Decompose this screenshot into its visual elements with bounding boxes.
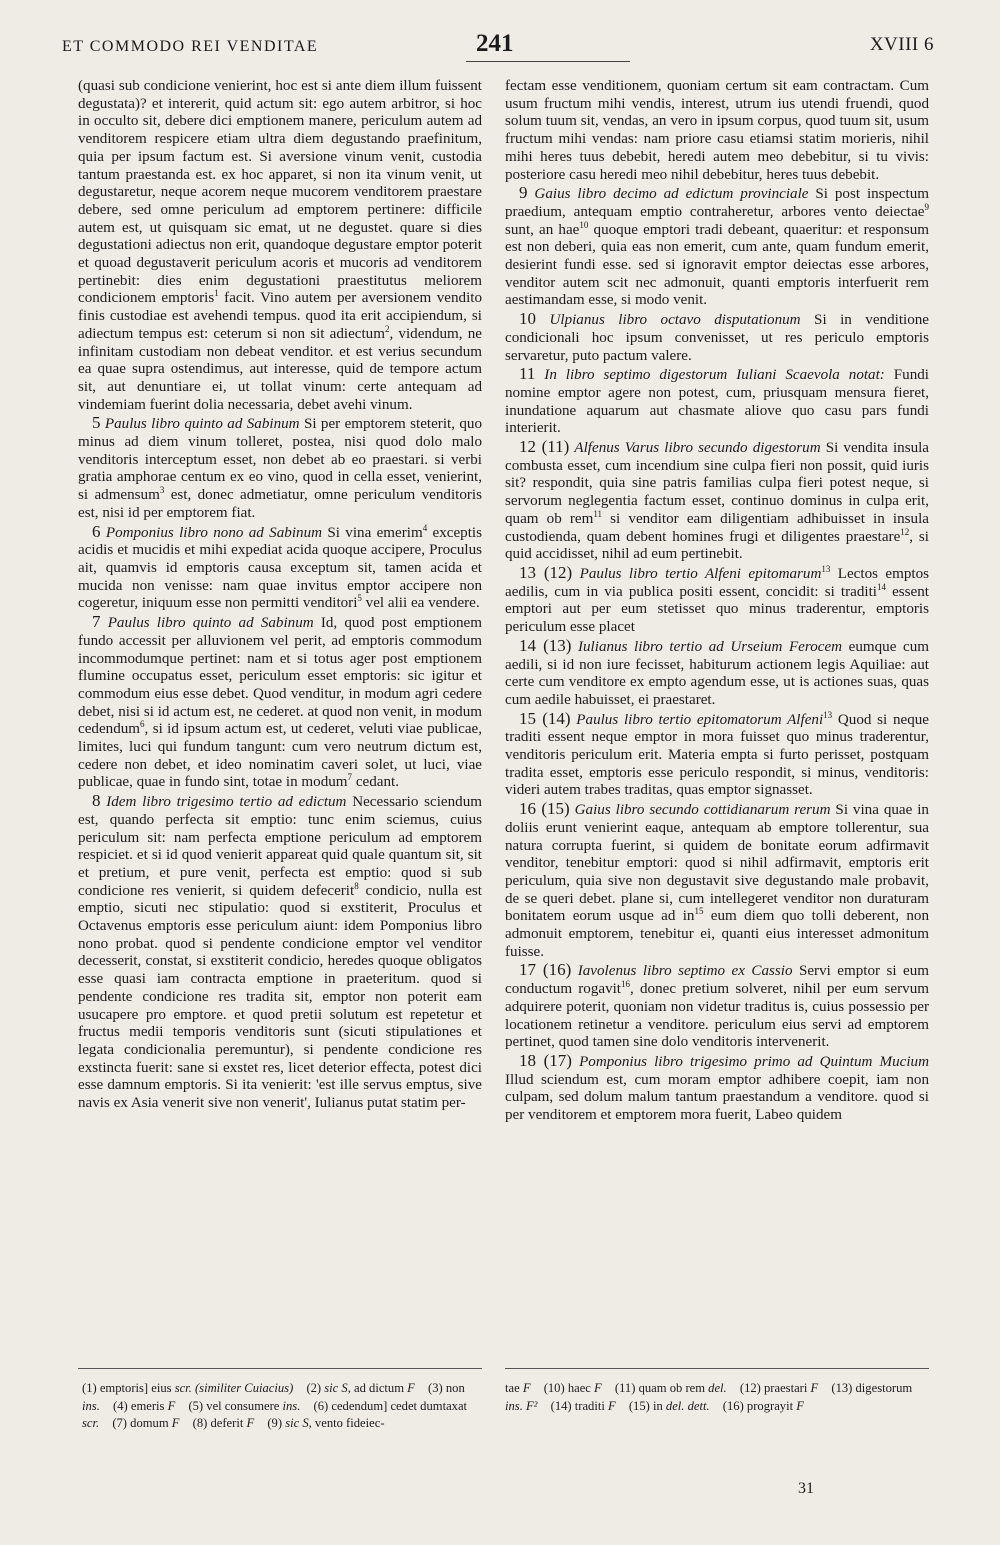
footnote-ref: 2 — [384, 323, 390, 334]
section-11: 11 In libro septimo digestorum Iuliani Scaevola notat: Fundi nomine emptor agere non potest, cum, priusquam mensura fieret, inundatione aquarum aut chasmate aliove quo casu pars fundi interierit. — [505, 364, 929, 437]
footnote-15: (15) in del. dett. — [628, 1398, 710, 1413]
footnote-ref: 10 — [579, 219, 589, 230]
paragraph-continuation: fectam esse venditionem, quoniam certum sit eam contractam. Cum usum fructum mihi vendis, interest, utrum ius utendi fruendi, quod solum tuum sit, vendas, an vero in ipsum corpus, quod tuum sit, usum fructum mihi vendas: nam priore casu etiamsi statim morieris, nihil mihi heres tuus debebit, heredi autem meo debebitur, si tu vivis: posteriore casu heredi meo nihil debebitur, heres tuus debebit. — [505, 78, 929, 183]
footnote-10: (10) haec F — [543, 1381, 602, 1395]
paragraph-continuation: (quasi sub condicione venierint, hoc est si ante diem illum fuissent degustata)? et intererit, quid actum sit: ego autem arbitror, si hoc in occulto sit, debere dici emptionem manere, periculum autem ad venditorem respicere etiam ultra diem degustando praefinitum, quia per ipsum factum est. Si aversione vinum venit, custodia tantum praestanda est. ex hoc apparet, si non ita vinum venit, ut degustaretur, neque acorem neque mucorem venditorem praestare debere, sed omne periculum ad emptorem pertinere: difficile autem est, ut quisquam sic emat, ut ne degustet. quare si dies degustationi adiectus non erit, quandoque degustare emptor poterit et quoad degustaverit periculum acoris et mucoris ad venditorem pertinebit: dies enim degustationi praestitutus meliorem condicionem emptoris$^1$ facit. Vino autem per aversionem vendito finis custodiae est avehendi tempus. quod ita erit accipiendum, si adiectum tempus est: ceterum si non sit adiectum$^2$, videndum, ne infinitam custodiam non debeat venditor. et est verius secundum ea quae supra ostendimus, aut interesse, quid de tempore actum sit, aut denuntiare ei, ut tollat vinum: certe antequam ad vindemiam fuerint dolia necessaria, debet avehi vinum. — [78, 78, 482, 413]
running-title: ET COMMODO REI VENDITAE — [62, 38, 319, 55]
footnote-ref: 12 — [900, 526, 910, 537]
section-7: 7 Paulus libro quinto ad Sabinum Id, quod post emptionem fundo accessit per alluvionem vel perit, ad emptoris commodum incommodumque pertinet: nam et si totus ager post emptionem flumine occupatus esset, periculum esset emptoris: sic igitur et commodum eius esse debet. Quod venditur, in modum agri cedere debet, nisi si id actum est, ne cederet. at quod non venit, in modum cedendum$^6$, si id ipsum actum est, ut cederet, veluti viae publicae, limites, luci qui fundum tangunt: cum vero neutrum dictum est, cedere non debet, et ideo nominatim caveri solet, ut luci, viae publicae, quae in fundo sint, totae in modum$^7$ cedant. — [78, 612, 482, 791]
right-text-column — [505, 78, 929, 1354]
footnote-12: (12) praestari F — [739, 1381, 819, 1395]
section-5: 5 Paulus libro quinto ad Sabinum Si per emptorem steterit, quo minus ad diem vinum tolleret, postea, nisi quod dolo malo venditoris interceptum esset, non debet ab eo praestari. si verbi gratia amphorae centum ex eo vino, quod in cella esset, venierint, si admensum$^3$ est, donec admetiatur, omne periculum venditoris est, nisi id per emptorem fiat. — [78, 413, 482, 521]
section-number: 11 — [519, 364, 536, 384]
footnote-16: (16) prograyit F — [722, 1398, 804, 1413]
section-15: 15 (14) Paulus libro tertio epitomatorum Alfeni$^{13}$ Quod si neque traditi essent neque emptor in mora fuisset quo minus traderentur, venditoris periculum erit. Materia empta si furto perisset, postquam tradita esset, emptoris esse periculo respondit, si minus, venditoris: videri autem trabes traditas, quas emptor signasset. — [505, 708, 929, 799]
footnotes-right — [505, 1380, 931, 1415]
footnote-3: (3) non ins. — [82, 1381, 465, 1413]
section-8: 8 Idem libro trigesimo tertio ad edictum Necessario sciendum est, quando perfecta sit emptio: tunc enim sciemus, cuius periculum sit: nam perfecta emptione periculum ad emptorem respiciet. et si id quod venierit appareat quid quale quantum sit, sit et pretium, et pure venit, perfecta est emptio: quod si sub condicione res venierit, si quidem defecerit$^8$ condicio, nulla est emptio, sicuti nec stipulatio: quod si exstiterit, Proculus et Octavenus emptoris esse periculum aiunt: idem Pomponius libro nono probat. quod si pendente condicione emptor vel venditor decesserit, constat, si exstiterit condicio, heredes quoque obligatos esse quasi iam contracta emptione in praeteritum. quod si pendente condicione res tradita sit, emptor non poterit eam usucapere pro emptore. et quod pretii solutum est repetetur et fructus medii temporis venditoris sunt (sicuti stipulationes et legata condicionalia peremuntur), si pendente condicione res exstincta fuerit: sane si exstet res, licet deterior effecta, potest dici esse damnum emptoris. Si ita venierit: 'est ille servus emptus, sive navis ex Asia venerit sive non venerit', Iulianus putat statim per- — [78, 791, 482, 1112]
page-header — [62, 30, 934, 66]
source-citation: Iavolenus libro septimo ex Cassio — [577, 963, 793, 980]
source-citation: Pomponius libro nono ad Sabinum — [105, 524, 323, 541]
section-number: 5 — [92, 413, 101, 433]
section-number: 7 — [92, 612, 101, 632]
source-citation: Alfenus Varus libro secundo digestorum — [574, 440, 821, 457]
section-6: 6 Pomponius libro nono ad Sabinum Si vina emerim$^4$ exceptis acidis et mucidis et mihi expediat acida quoque accipere, Proculus ait, quamvis id emptoris causa exceptum sit, tamen acida et mucida non venisse: nam quae invitus emptor accipere non cogeretur, iniquum esse non permitti venditori$^5$ vel alii ea vendere. — [78, 521, 482, 612]
footnote-ref: 14 — [876, 581, 886, 592]
header-rule — [466, 61, 630, 62]
footnote-ref: 8 — [354, 880, 359, 891]
section-14: 14 (13) Iulianus libro tertio ad Urseium Ferocem eumque cum aedili, si id non iure fecisset, habiturum actionem legis Aquiliae: aut certe cum venditore ex empto agendum esse, ut is actiones suas, quas cum aedile habuisset, ei praestaret. — [505, 635, 929, 708]
section-number: 16 (15) — [519, 799, 570, 819]
section-number: 6 — [92, 521, 101, 541]
footnote-ref: 16 — [621, 979, 631, 990]
section-number: 12 (11) — [519, 437, 570, 457]
footnote-7: (7) domum F — [112, 1416, 180, 1430]
section-17: 17 (16) Iavolenus libro septimo ex Cassio Servi emptor si eum conductum rogavit$^{16}$, donec pretium solveret, nihil per eum servum adquirere poterit, quoniam non videtur traditus is, cuius possessio per locationem retinetur a venditore. periculum eius servi ad emptorem pertinet, quod tamen sine dolo venditoris intervenerit. — [505, 960, 929, 1051]
footnote-ref: 6 — [140, 719, 145, 730]
footnote-ref: 3 — [159, 485, 165, 496]
footnote-4: (4) emeris F — [113, 1398, 176, 1413]
source-citation: Paulus libro quinto ad Sabinum — [104, 416, 300, 433]
section-number: 17 (16) — [519, 960, 572, 980]
footnote-ref: 1 — [214, 288, 219, 299]
source-citation: Ulpianus libro octavo disputationum — [549, 312, 801, 329]
section-10: 10 Ulpianus libro octavo disputationum Si in venditione condicionali hoc ipsum convenisset, ut res periculo emptoris servaretur, puto pactum valere. — [505, 309, 929, 364]
footnote-8: (8) deferit F — [192, 1416, 255, 1430]
section-16: 16 (15) Gaius libro secundo cottidianarum rerum Si vina quae in doliis erunt venierint eaque, antequam ab emptore tollerentur, sua natura corrupta fuerint, si quidem de bonitate eorum adfirmavit venditor, tenebitur emptori: quod si nihil adfirmavit, emptoris erit periculum, quia sive non degustavit sive degustando male probavit, de se queri debet. plane si, cum intellegeret venditor non duraturam bonitatem eorum usque ad in$^{15}$ eum diem quo tolli deberent, non admonuit emptorem, tenebitur ei, quanti eius interesset admonitum fuisse. — [505, 799, 929, 960]
section-number: 10 — [519, 309, 536, 329]
footnote-ref: 15 — [694, 906, 704, 917]
section-number: 8 — [92, 791, 101, 811]
footnote-6: (6) cedendum] cedet dumtaxat scr. — [82, 1398, 468, 1430]
source-citation: Pomponius libro trigesimo primo ad Quintum Mucium — [579, 1053, 929, 1070]
footnote-ref: 11 — [593, 508, 603, 519]
footnote-2: (2) sic S, ad dictum F — [306, 1381, 415, 1395]
footnote-9: (9) sic S, vento fideiec- — [267, 1416, 385, 1430]
footnote-1: (1) emptoris] eius scr. (similiter Cuiacius) — [82, 1381, 294, 1395]
left-text-column — [78, 78, 482, 1354]
section-13: 13 (12) Paulus libro tertio Alfeni epitomarum$^{13}$ Lectos emptos aedilis, cum in via publica positi essent, concidit: si traditi$^{14}$ essent emptori aut per eum stetisset quo minus traderentur, emptoris periculum esse placet — [505, 562, 929, 636]
section-12: 12 (11) Alfenus Varus libro secundo digestorum Si vendita insula combusta esset, cum incendium sine culpa fieri non possit, quid iuris sit? respondit, quia sine patris familias culpa fieri potest neque, si servorum neglegentia factum esset, continuo dominus in culpa erit, quam ob rem$^{11}$ si venditor eam diligentiam adhibuisset in insula custodienda, quam debent homines frugi et diligentes praestare$^{12}$, si quid accidisset, nihil ad eum pertinebit. — [505, 437, 929, 563]
footnote-5: (5) vel consumere ins. — [188, 1398, 301, 1413]
footnote-rule-left — [78, 1368, 482, 1369]
source-citation: In libro septimo digestorum Iuliani Scaevola notat: — [544, 367, 885, 384]
footnote-ref: 4 — [422, 522, 428, 533]
footnote-9-continued: tae F — [505, 1381, 531, 1395]
footnote-13: (13) digestorum ins. F² — [505, 1381, 913, 1413]
source-citation: Idem libro trigesimo tertio ad edictum — [106, 794, 347, 811]
section-number: 15 (14) — [519, 708, 571, 728]
source-citation: Gaius libro decimo ad edictum provinciale — [534, 186, 809, 203]
footnote-rule-right — [505, 1368, 929, 1369]
signature-mark: 31 — [798, 1480, 814, 1497]
section-number: 14 (13) — [519, 635, 572, 655]
footnote-ref: 13 — [821, 563, 831, 574]
footnote-14: (14) traditi F — [550, 1398, 616, 1413]
book-title-reference: XVIII 6 — [869, 34, 934, 55]
section-number: 9 — [519, 183, 528, 203]
source-citation: Iulianus libro tertio ad Urseium Ferocem — [577, 638, 843, 655]
section-9: 9 Gaius libro decimo ad edictum provinciale Si post inspectum praedium, antequam emptio contraheretur, arbores vento deiectae$^9$ sunt, an hae$^{10}$ quoque emptori tradi debeant, quaeritur: et responsum est non deberi, quia eas non emerit, cum ante, quam fundum emerit, desierint fundi esse. sed si ignoravit emptor deiectas esse arbores, venditor autem scit nec admonuit, quanti emptoris interfuerit rem aestimandam esse, si modo venit. — [505, 183, 929, 309]
footnote-ref: 7 — [347, 772, 353, 783]
footnote-ref: 13 — [823, 709, 833, 720]
footnote-ref: 5 — [357, 593, 362, 604]
section-18: 18 (17) Pomponius libro trigesimo primo ad Quintum Mucium Illud sciendum est, cum moram emptor adhibere coepit, iam non culpam, sed dolum malum tantum praestandum a venditore. quod si per venditorem et emptorem mora fuerit, Labeo quidem — [505, 1050, 929, 1124]
source-citation: Gaius libro secundo cottidianarum rerum — [574, 802, 831, 819]
footnotes-left — [82, 1380, 482, 1433]
page-number: 241 — [476, 30, 514, 57]
section-number: 13 (12) — [519, 562, 573, 582]
footnote-ref: 9 — [924, 201, 929, 212]
source-citation: Paulus libro tertio Alfeni epitomarum — [579, 565, 822, 582]
section-number: 18 (17) — [519, 1050, 572, 1070]
source-citation: Paulus libro quinto ad Sabinum — [107, 615, 314, 632]
footnote-11: (11) quam ob rem del. — [614, 1381, 727, 1395]
source-citation: Paulus libro tertio epitomatorum Alfeni — [576, 711, 824, 728]
